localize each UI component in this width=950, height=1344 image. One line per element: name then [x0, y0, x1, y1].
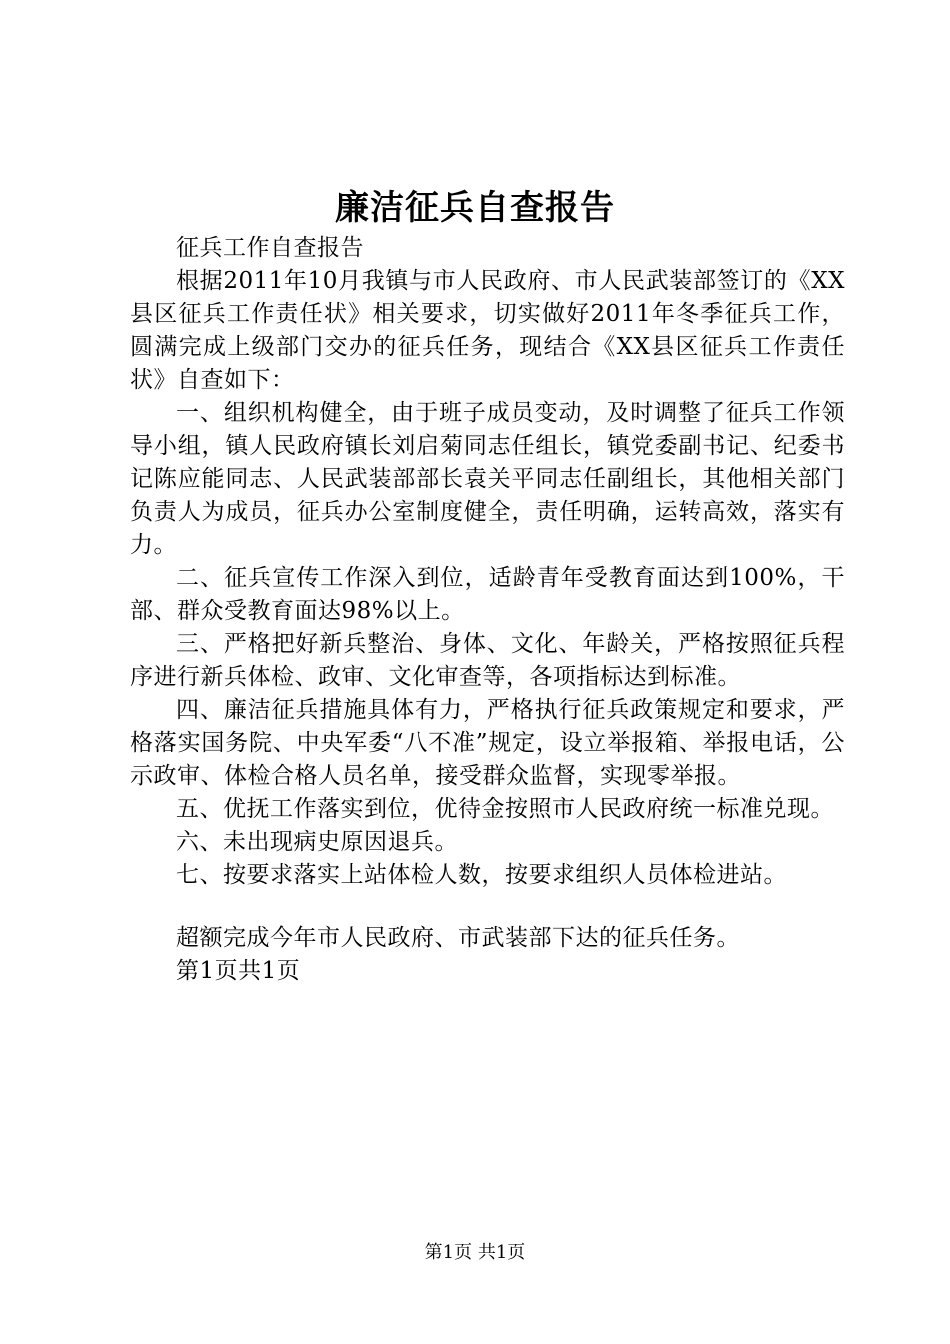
paragraph: 五、优抚工作落实到位，优待金按照市人民政府统一标准兑现。	[176, 796, 834, 822]
conclusion-paragraph: 超额完成今年市人民政府、市武装部下达的征兵任务。	[176, 925, 740, 951]
paragraph: 根据2011年10月我镇与市人民政府、市人民武装部签订的《XX县区征兵工作责任状》相关要求，切实做好2011年冬季征兵工作，圆满完成上级部门交办的征兵任务，现结合《XX县区征兵工作责任状》自查如下：	[130, 268, 845, 393]
paragraph: 一、组织机构健全，由于班子成员变动，及时调整了征兵工作领导小组，镇人民政府镇长刘启菊同志任组长，镇党委副书记、纪委书记陈应能同志、人民武装部部长袁关平同志任副组长，其他相关部门负责人为成员，征兵办公室制度健全，责任明确，运转高效，落实有力。	[130, 400, 845, 558]
inline-page-note: 第1页共1页	[176, 958, 301, 984]
document-subtitle: 征兵工作自查报告	[176, 235, 364, 261]
paragraph: 六、未出现病史原因退兵。	[176, 829, 458, 855]
page-footer: 第1页 共1页	[424, 1242, 526, 1263]
document-title: 廉洁征兵自查报告	[335, 188, 615, 228]
document-body	[130, 232, 845, 988]
paragraph: 七、按要求落实上站体检人数，按要求组织人员体检进站。	[176, 862, 787, 888]
paragraph: 二、征兵宣传工作深入到位，适龄青年受教育面达到100%，干部、群众受教育面达98%以上。	[130, 565, 845, 624]
paragraph: 四、廉洁征兵措施具体有力，严格执行征兵政策规定和要求，严格落实国务院、中央军委“八不准”规定，设立举报箱、举报电话，公示政审、体检合格人员名单，接受群众监督，实现零举报。	[130, 697, 845, 789]
paragraph: 三、严格把好新兵整治、身体、文化、年龄关，严格按照征兵程序进行新兵体检、政审、文化审查等，各项指标达到标准。	[130, 631, 845, 690]
